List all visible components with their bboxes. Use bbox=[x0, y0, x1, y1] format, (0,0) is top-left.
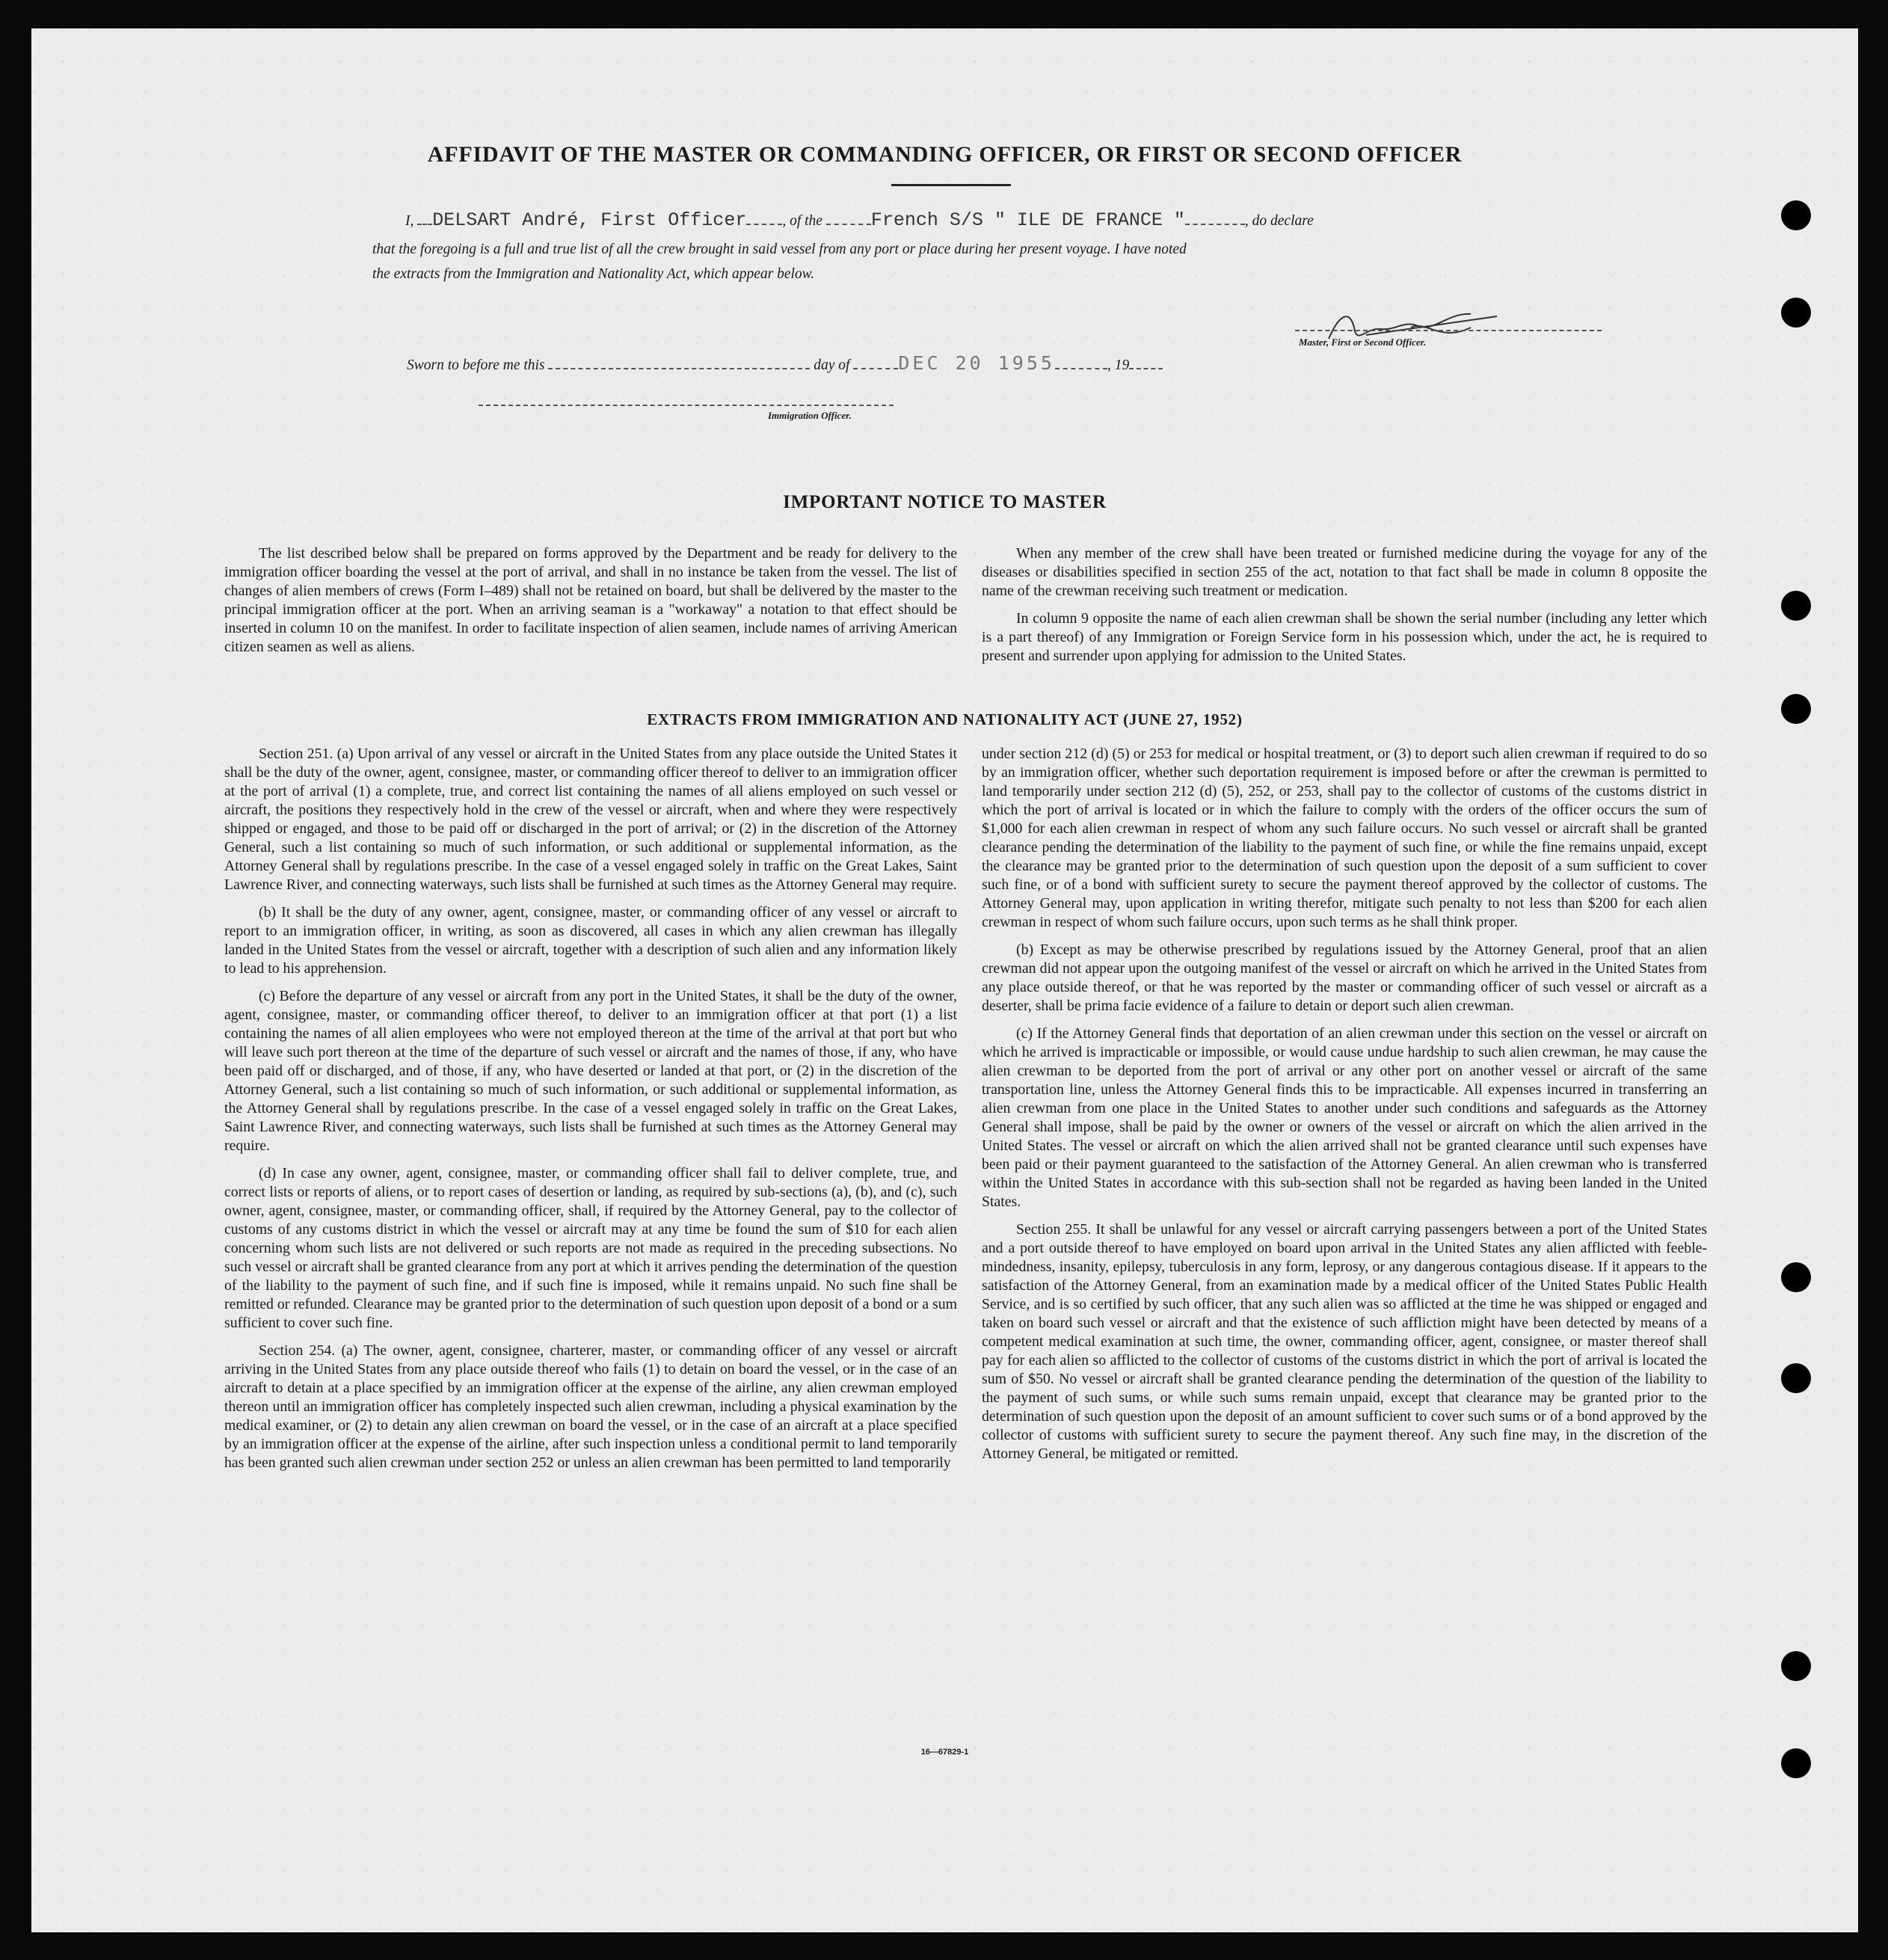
declaration-line-3: the extracts from the Immigration and Nationality Act, which appear below. bbox=[372, 266, 815, 282]
do-declare-label: , do declare bbox=[1244, 213, 1314, 229]
sworn-label: Sworn to before me this bbox=[407, 357, 545, 373]
section-paragraph: (d) In case any owner, agent, consignee, master, or commanding officer shall fail to deliver complete, true, and correct lists or reports of aliens, or to report cases of desertion or landing, as required by sub-sections (a), (b), and (c), such owner, agent, consignee, master, or commanding officer, shall, if required by the Attorney General, pay to the collector of customs of any customs district in which the vessel or aircraft may at any time be found the sum of $10 for each alien concerning whom such lists are not delivered or such reports are not made as required in the preceding subsections. No such vessel or aircraft shall be granted clearance from any port at which it arrives pending the determination of the question of the liability to the payment of such fine, and if such fine is imposed, while it remains unpaid. No such fine shall be remitted or refunded. Clearance may be granted prior to the determination of such question upon deposit of a bond or a sum sufficient to cover such fine. bbox=[224, 1165, 957, 1331]
affidavit-title: AFFIDAVIT OF THE MASTER OR COMMANDING OFFICER, OR FIRST OR SECOND OFFICER bbox=[427, 142, 1463, 167]
section-paragraph: (c) If the Attorney General finds that deportation of an alien crewman under this section on the vessel or aircraft on which he arrived is impracticable or impossible, or would cause undue hardship to such alien crewman, he may cause the alien crewman to be deported from the port of arrival or any other port on another vessel or aircraft of the same transportation line, unless the Attorney General finds this to be impracticable. All expenses incurred in transferring an alien crewman from one place in the United States to another under such conditions and safeguards as the Attorney General shall impose, shall be paid by the owner or owners of the vessel or aircraft on which the alien arrived in the United States. The vessel or aircraft on which the alien arrived shall not be granted clearance until such expenses have been paid or their payment guaranteed to the satisfaction of the Attorney General. An alien crewman who is transferred within the United States in accordance with this sub-section shall not be regarded as having been landed in the United States. bbox=[982, 1025, 1707, 1210]
punch-hole bbox=[1781, 1363, 1811, 1393]
section-paragraph: Section 251. (a) Upon arrival of any vessel or aircraft in the United States from any place outside the United States it shall be the duty of the owner, agent, consignee, master, or commanding officer thereof to deliver to an immigration officer at the port of arrival (1) a complete, true, and correct list containing the names of all aliens employed on such vessel or aircraft, the positions they respectively hold in the crew of the vessel or aircraft, when and where they were respectively shipped or engaged, and those to be paid off or discharged in the port of arrival; or (2) in the discretion of the Attorney General, such a list containing so much of such information, or such additional or supplemental information, as the Attorney General shall by regulations prescribe. In the case of a vessel engaged solely in traffic on the Great Lakes, Saint Lawrence River, and connecting waterways, such lists shall be furnished at such times as the Attorney General may require. bbox=[224, 746, 957, 893]
notice-left-column bbox=[224, 544, 957, 666]
punch-hole bbox=[1781, 1651, 1811, 1681]
vessel-field: French S/S " ILE DE FRANCE " bbox=[870, 209, 1185, 231]
extracts-heading: EXTRACTS FROM IMMIGRATION AND NATIONALITY ACT (JUNE 27, 1952) bbox=[647, 710, 1243, 728]
section-paragraph: Section 254. (a) The owner, agent, consignee, charterer, master, or commanding officer of any vessel or aircraft arriving in the United States from any place outside thereof who fails (1) to detain on board the vessel, or in the case of an aircraft to detain at a place specified by an immigration officer at the expense of the airline, any alien crewman employed thereon until an immigration officer has completely inspected such alien crewman, including a physical examination by the medical examiner, or (2) to detain any alien crewman on board the vessel, or in the case of an aircraft at a place specified by an immigration officer at the expense of the airline, after such inspection unless a conditional permit to land temporarily has been granted such alien crewman under section 252 or unless an alien crewman has been permitted to land temporarily bbox=[224, 1342, 957, 1471]
notice-heading: IMPORTANT NOTICE TO MASTER bbox=[783, 492, 1107, 512]
notice-right-column bbox=[982, 544, 1707, 675]
declarant-field: DELSART André, First Officer bbox=[432, 209, 747, 231]
officer-signature-line bbox=[479, 405, 894, 406]
section-paragraph: (b) It shall be the duty of any owner, agent, consignee, master, or commanding officer of any vessel or aircraft to report to an immigration officer, in writing, as soon as discovered, all cases in which any alien crewman has illegally landed in the United States from the vessel or aircraft, together with a description of such alien and any information likely to lead to his apprehension. bbox=[224, 904, 957, 977]
punch-hole bbox=[1781, 694, 1811, 724]
signature-line bbox=[1295, 330, 1602, 331]
declaration-line-1 bbox=[405, 209, 1314, 231]
title-rule bbox=[891, 184, 1011, 186]
punch-hole bbox=[1781, 1748, 1811, 1778]
notice-paragraph: The list described below shall be prepared on forms approved by the Department and be ready for delivery to the immigration officer boarding the vessel at the port of arrival, and shall in no instance be taken from the vessel. The list of changes of alien members of crews (Form I–489) shall not be retained on board, but shall be delivered by the master to the principal immigration officer at the port. When an arriving seaman is a "workaway" a notation to that effect should be inserted in column 10 on the manifest. In order to facilitate inspection of alien seamen, include names of arriving American citizen seamen as well as aliens. bbox=[224, 545, 957, 655]
i-label: I, bbox=[405, 213, 414, 229]
sworn-line bbox=[407, 352, 1163, 374]
officer-caption: Immigration Officer. bbox=[768, 410, 852, 421]
declaration-line-2: that the foregoing is a full and true list of all the crew brought in said vessel from any port or place during her present voyage. I have noted bbox=[372, 242, 1187, 257]
notice-paragraph: When any member of the crew shall have been treated or furnished medicine during the voyage for any of the diseases or disabilities specified in section 255 of the act, notation to that fact shall be made in column 8 opposite the name of the crewman receiving such treatment or medication. bbox=[982, 545, 1707, 599]
year-label: , 19 bbox=[1107, 357, 1130, 373]
notice-paragraph: In column 9 opposite the name of each alien crewman shall be shown the serial number (including any letter which is a part thereof) of any Immigration or Foreign Service form in his possession which, under the act, he is required to present and surrender upon applying for admission to the United States. bbox=[982, 610, 1707, 664]
extracts-right-column bbox=[982, 745, 1707, 1472]
document-page bbox=[31, 28, 1858, 1932]
section-paragraph: (b) Except as may be otherwise prescribed by regulations issued by the Attorney General, proof that an alien crewman did not appear upon the outgoing manifest of the vessel or aircraft on which he arrived in the United States from any place outside thereof, or that he was reported by the master or commanding officer of such vessel or aircraft as a deserter, shall be prima facie evidence of a failure to detain or deport such alien crewman. bbox=[982, 941, 1707, 1014]
section-paragraph: under section 212 (d) (5) or 253 for medical or hospital treatment, or (3) to deport such alien crewman if required to do so by an immigration officer, whether such deportation requirement is imposed before or after the crewman is permitted to land temporarily under section 212 (d) (5), 252, or 253, shall pay to the collector of customs of the customs district in which the port of arrival is located or in which the failure to comply with the orders of the officer occurs the sum of $1,000 for each alien crewman in respect of whom any such failure occurs. No such vessel or aircraft shall be granted clearance pending the determination of the liability to the payment of such fine, or while the fine remains unpaid, except the clearance may be granted prior to the determination of such question upon the deposit of a sum sufficient to cover such fine, or of a bond with sufficient surety to secure the payment thereof approved by the collector of customs. The Attorney General may, upon application in writing therefor, mitigate such penalty to not less than $200 for each alien crewman in respect of whom such failure occurs, upon such terms as he shall think proper. bbox=[982, 746, 1707, 930]
day-of-label: day of bbox=[814, 357, 850, 373]
date-stamp: DEC 20 1955 bbox=[898, 352, 1055, 374]
punch-hole bbox=[1781, 1262, 1811, 1292]
punch-hole bbox=[1781, 591, 1811, 621]
punch-hole bbox=[1781, 298, 1811, 328]
punch-hole bbox=[1781, 200, 1811, 230]
section-paragraph: (c) Before the departure of any vessel or aircraft from any port in the United States, it shall be the duty of the owner, agent, consignee, master, or commanding officer thereof, to deliver to an immigration officer at that port (1) a list containing the names of all alien employees who were not employed thereon at the time of the arrival at that port but who will leave such port thereon at the time of the departure of such vessel or aircraft and the names of those, if any, who have been paid off or discharged, and of those, if any, who have deserted or landed at that port, or (2) in the discretion of the Attorney General, such a list containing so much of such information, or such additional or supplemental information, as the Attorney General shall by regulations prescribe. In the case of a vessel engaged solely in traffic on the Great Lakes, Saint Lawrence River, and connecting waterways, such lists shall be furnished at such times as the Attorney General may require. bbox=[224, 988, 957, 1154]
signature-caption: Master, First or Second Officer. bbox=[1299, 337, 1427, 348]
form-code: 16—67829-1 bbox=[920, 1748, 969, 1757]
section-paragraph: Section 255. It shall be unlawful for any vessel or aircraft carrying passengers between a port of the United States and a port outside thereof to have employed on board upon arrival in the United States any alien afflicted with feeble-mindedness, insanity, epilepsy, tuberculosis in any form, leprosy, or any dangerous contagious disease. If it appears to the satisfaction of the Attorney General, from an examination made by a medical officer of the United States Public Health Service, and is so certified by such officer, that any such alien was so afflicted at the time he was shipped or engaged and taken on board such vessel or aircraft and that the existence of such affliction might have been detected by means of a competent medical examination at such time, the owner, commanding officer, agent, consignee, or master thereof shall pay for each alien so afflicted to the collector of customs of the customs district in which the port of arrival is located the sum of $50. No vessel or aircraft shall be granted clearance pending the determination of the question of the liability to the payment of such sums, or while such sums remain unpaid, except that clearance may be granted prior to the determination of such question upon the deposit of an amount sufficient to cover such sums or of a bond approved by the collector of customs with sufficient surety to secure the payment thereof. Any such fine may, in the discretion of the Attorney General, be mitigated or remitted. bbox=[982, 1221, 1707, 1462]
extracts-left-column bbox=[224, 745, 957, 1481]
of-the-label: , of the bbox=[782, 213, 822, 229]
